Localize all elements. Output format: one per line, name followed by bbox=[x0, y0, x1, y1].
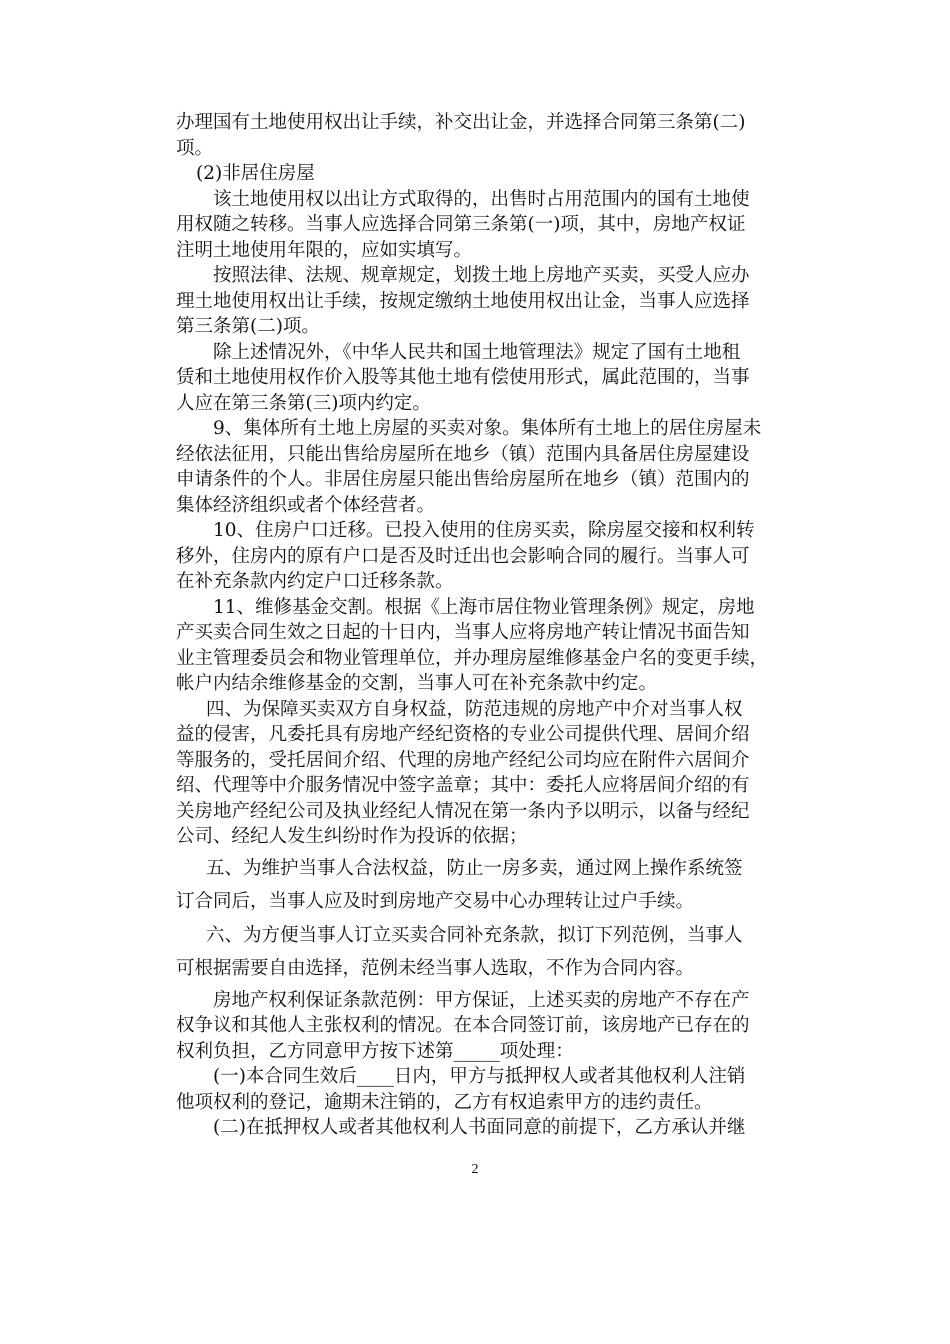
text-line: 在补充条款内约定户口迁移条款。 bbox=[176, 571, 454, 592]
text-line: 理土地使用权出让手续，按规定缴纳土地使用权出让金，当事人应选择 bbox=[176, 290, 750, 312]
text-line: 第三条第(二)项。 bbox=[176, 316, 320, 337]
text-line: 可根据需要自由选择，范例未经当事人选取，不作为合同内容。 bbox=[176, 958, 695, 979]
text-line: 人应在第三条第(三)项内约定。 bbox=[176, 392, 431, 414]
text-line: 经依法征用，只能出售给房屋所在地乡（镇）范围内具备居住房屋建设 bbox=[176, 443, 750, 465]
text-line: 房地产权利保证条款范例：甲方保证，上述买卖的房地产不存在产 bbox=[213, 989, 750, 1011]
text-line: 11、维修基金交割。根据《上海市居住物业管理条例》规定，房地 bbox=[213, 596, 755, 618]
text-line: 产买卖合同生效之日起的十日内，当事人应将房地产转让情况书面告知 bbox=[176, 622, 750, 643]
text-line: 公司、经纪人发生纠纷时作为投诉的依据； bbox=[176, 826, 528, 847]
text-line: 10、住房户口迁移。已投入使用的住房买卖，除房屋交接和权利转 bbox=[213, 520, 755, 541]
section-heading: (2)非居住房屋 bbox=[196, 163, 315, 184]
text-line: 订合同后，当事人应及时到房地产交易中心办理转让过户手续。 bbox=[176, 891, 695, 912]
text-line: 该土地使用权以出让方式取得的，出售时占用范围内的国有土地使 bbox=[213, 188, 750, 210]
text-line: 申请条件的个人。非居住房屋只能出售给房屋所在地乡（镇）范围内的 bbox=[176, 469, 750, 490]
text-line: (一)本合同生效后____日内，甲方与抵押权人或者其他权利人注销 bbox=[213, 1066, 746, 1087]
text-line: 9、集体所有土地上房屋的买卖对象。集体所有土地上的居住房屋未 bbox=[213, 418, 762, 439]
text-line: 绍、代理等中介服务情况中签字盖章；其中：委托人应将居间介绍的有 bbox=[176, 775, 750, 796]
text-line: 用权随之转移。当事人应选择合同第三条第(一)项，其中，房地产权证 bbox=[176, 214, 746, 235]
text-line: 帐户内结余维修基金的交割，当事人可在补充条款中约定。 bbox=[176, 673, 658, 694]
text-line: 移外，住房内的原有户口是否及时迁出也会影响合同的履行。当事人可 bbox=[176, 545, 750, 567]
text-line: 益的侵害，凡委托具有房地产经纪资格的专业公司提供代理、居间介绍 bbox=[176, 724, 750, 745]
text-line: (二)在抵押权人或者其他权利人书面同意的前提下，乙方承认并继 bbox=[213, 1117, 746, 1138]
text-line: 权利负担，乙方同意甲方按下述第_____项处理： bbox=[176, 1040, 574, 1062]
text-line: 关房地产经纪公司及执业经纪人情况在第一条内予以明示，以备与经纪 bbox=[176, 800, 750, 822]
page-number: 2 bbox=[471, 1162, 479, 1177]
text-line: 他项权利的登记，逾期未注销的，乙方有权追索甲方的违约责任。 bbox=[176, 1091, 713, 1113]
document-body bbox=[176, 110, 776, 1141]
text-line: 赁和土地使用权作价入股等其他土地有偿使用形式，属此范围的，当事 bbox=[176, 367, 750, 388]
text-line: 权争议和其他人主张权利的情况。在本合同签订前，该房地产已存在的 bbox=[176, 1015, 750, 1036]
text-line: 四、为保障买卖双方自身权益，防范违规的房地产中介对当事人权 bbox=[206, 698, 743, 720]
text-line: 按照法律、法规、规章规定，划拨土地上房地产买卖，买受人应办 bbox=[213, 265, 750, 286]
text-line: 等服务的，受托居间介绍、代理的房地产经纪公司均应在附件六居间介 bbox=[176, 749, 750, 771]
text-line: 五、为维护当事人合法权益，防止一房多卖，通过网上操作系统签 bbox=[206, 857, 743, 879]
text-line: 注明土地使用年限的，应如实填写。 bbox=[176, 239, 473, 261]
text-line: 除上述情况外，《中华人民共和国土地管理法》规定了国有土地租 bbox=[213, 341, 741, 363]
text-line: 业主管理委员会和物业管理单位，并办理房屋维修基金户名的变更手续， bbox=[176, 647, 769, 669]
text-line: 集体经济组织或者个体经营者。 bbox=[176, 494, 436, 516]
text-line: 项。 bbox=[176, 137, 214, 159]
text-line: 六、为方便当事人订立买卖合同补充条款，拟订下列范例，当事人 bbox=[206, 924, 743, 946]
text-line: 办理国有土地使用权出让手续，补交出让金，并选择合同第三条第(二) bbox=[176, 112, 746, 133]
